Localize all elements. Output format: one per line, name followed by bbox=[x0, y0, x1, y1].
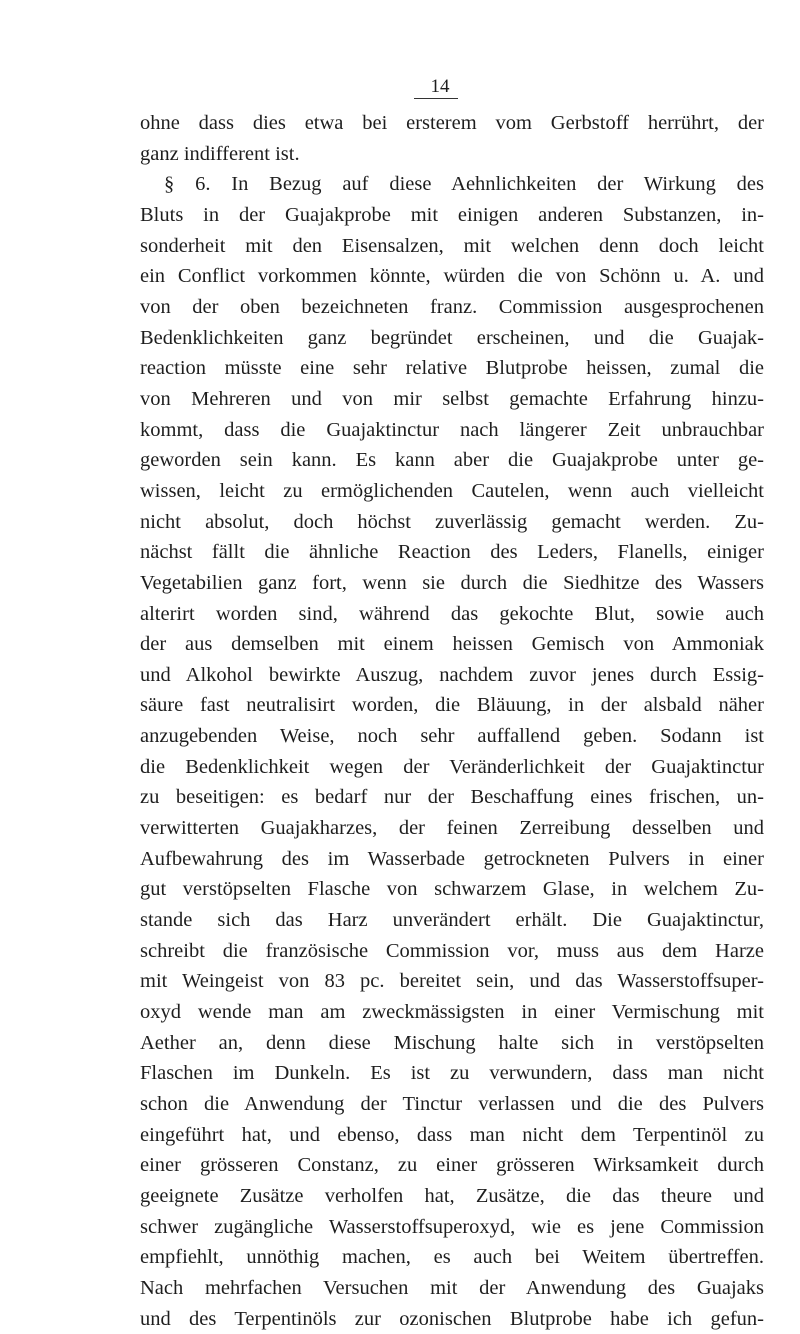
text-line: verwitterten Guajakharzes, der feinen Zerreibung desselben und bbox=[140, 817, 764, 840]
text-line: mit Weingeist von 83 pc. bereitet sein, und das Wasserstoffsuper- bbox=[140, 970, 764, 993]
page-number-rule bbox=[414, 98, 458, 99]
text-line: einer grösseren Constanz, zu einer grösseren Wirksamkeit durch bbox=[140, 1154, 764, 1177]
text-line: Aether an, denn diese Mischung halte sich in verstöpselten bbox=[140, 1031, 764, 1054]
text-line: Aufbewahrung des im Wasserbade getrockneten Pulvers in einer bbox=[140, 847, 764, 870]
text-line: schwer zugängliche Wasserstoffsuperoxyd, wie es jene Commission bbox=[140, 1215, 764, 1238]
text-line: gut verstöpselten Flasche von schwarzem Glase, in welchem Zu- bbox=[140, 878, 764, 901]
text-line: und des Terpentinöls zur ozonischen Blutprobe habe ich gefun- bbox=[140, 1307, 764, 1330]
text-line: nächst fällt die ähnliche Reaction des Leders, Flanells, einiger bbox=[140, 541, 764, 564]
text-line: zu beseitigen: es bedarf nur der Beschaffung eines frischen, un- bbox=[140, 786, 764, 809]
text-line: Bluts in der Guajakprobe mit einigen anderen Substanzen, in- bbox=[140, 203, 764, 226]
text-line: säure fast neutralisirt worden, die Bläuung, in der alsbald näher bbox=[140, 694, 764, 717]
body-text bbox=[140, 108, 764, 1334]
text-line: ganz indifferent ist. bbox=[140, 142, 300, 165]
text-line: Nach mehrfachen Versuchen mit der Anwendung des Guajaks bbox=[140, 1276, 764, 1299]
text-line: schreibt die französische Commission vor, muss aus dem Harze bbox=[140, 939, 764, 962]
text-line: von Mehreren und von mir selbst gemachte Erfahrung hinzu- bbox=[140, 387, 764, 410]
text-line: ohne dass dies etwa bei ersterem vom Gerbstoff herrührt, der bbox=[140, 112, 764, 134]
text-line: die Bedenklichkeit wegen der Veränderlichkeit der Guajaktinctur bbox=[140, 755, 764, 778]
text-line: von der oben bezeichneten franz. Commission ausgesprochenen bbox=[140, 295, 764, 318]
text-line: Flaschen im Dunkeln. Es ist zu verwundern, dass man nicht bbox=[140, 1062, 764, 1085]
text-line: anzugebenden Weise, noch sehr auffallend geben. Sodann ist bbox=[140, 725, 764, 748]
text-line: der aus demselben mit einem heissen Gemisch von Ammoniak bbox=[140, 633, 764, 656]
text-line: oxyd wende man am zweckmässigsten in einer Vermischung mit bbox=[140, 1001, 764, 1024]
section-heading-line: § 6. In Bezug auf diese Aehnlichkeiten der Wirkung des bbox=[164, 173, 764, 196]
text-line: alterirt worden sind, während das gekochte Blut, sowie auch bbox=[140, 602, 764, 625]
text-line: kommt, dass die Guajaktinctur nach längerer Zeit unbrauchbar bbox=[140, 418, 764, 441]
text-line: geeignete Zusätze verholfen hat, Zusätze, die das theure und bbox=[140, 1184, 764, 1207]
text-line: Vegetabilien ganz fort, wenn sie durch die Siedhitze des Wassers bbox=[140, 571, 764, 594]
text-line: wissen, leicht zu ermöglichenden Cautelen, wenn auch vielleicht bbox=[140, 479, 764, 502]
text-line: Bedenklichkeiten ganz begründet erscheinen, und die Guajak- bbox=[140, 326, 764, 349]
text-line: stande sich das Harz unverändert erhält. Die Guajaktinctur, bbox=[140, 909, 764, 932]
text-line: ein Conflict vorkommen könnte, würden die von Schönn u. A. und bbox=[140, 265, 764, 288]
text-line: geworden sein kann. Es kann aber die Guajakprobe unter ge- bbox=[140, 449, 764, 472]
text-line: eingeführt hat, und ebenso, dass man nicht dem Terpentinöl zu bbox=[140, 1123, 764, 1146]
page-number: 14 bbox=[430, 76, 450, 97]
text-line: schon die Anwendung der Tinctur verlassen und die des Pulvers bbox=[140, 1093, 764, 1115]
text-line: und Alkohol bewirkte Auszug, nachdem zuvor jenes durch Essig- bbox=[140, 663, 764, 686]
text-line: sonderheit mit den Eisensalzen, mit welchen denn doch leicht bbox=[140, 234, 764, 257]
text-line: empfiehlt, unnöthig machen, es auch bei Weitem übertreffen. bbox=[140, 1246, 764, 1269]
text-line: reaction müsste eine sehr relative Blutprobe heissen, zumal die bbox=[140, 357, 764, 380]
text-line: nicht absolut, doch höchst zuverlässig gemacht werden. Zu- bbox=[140, 510, 764, 533]
